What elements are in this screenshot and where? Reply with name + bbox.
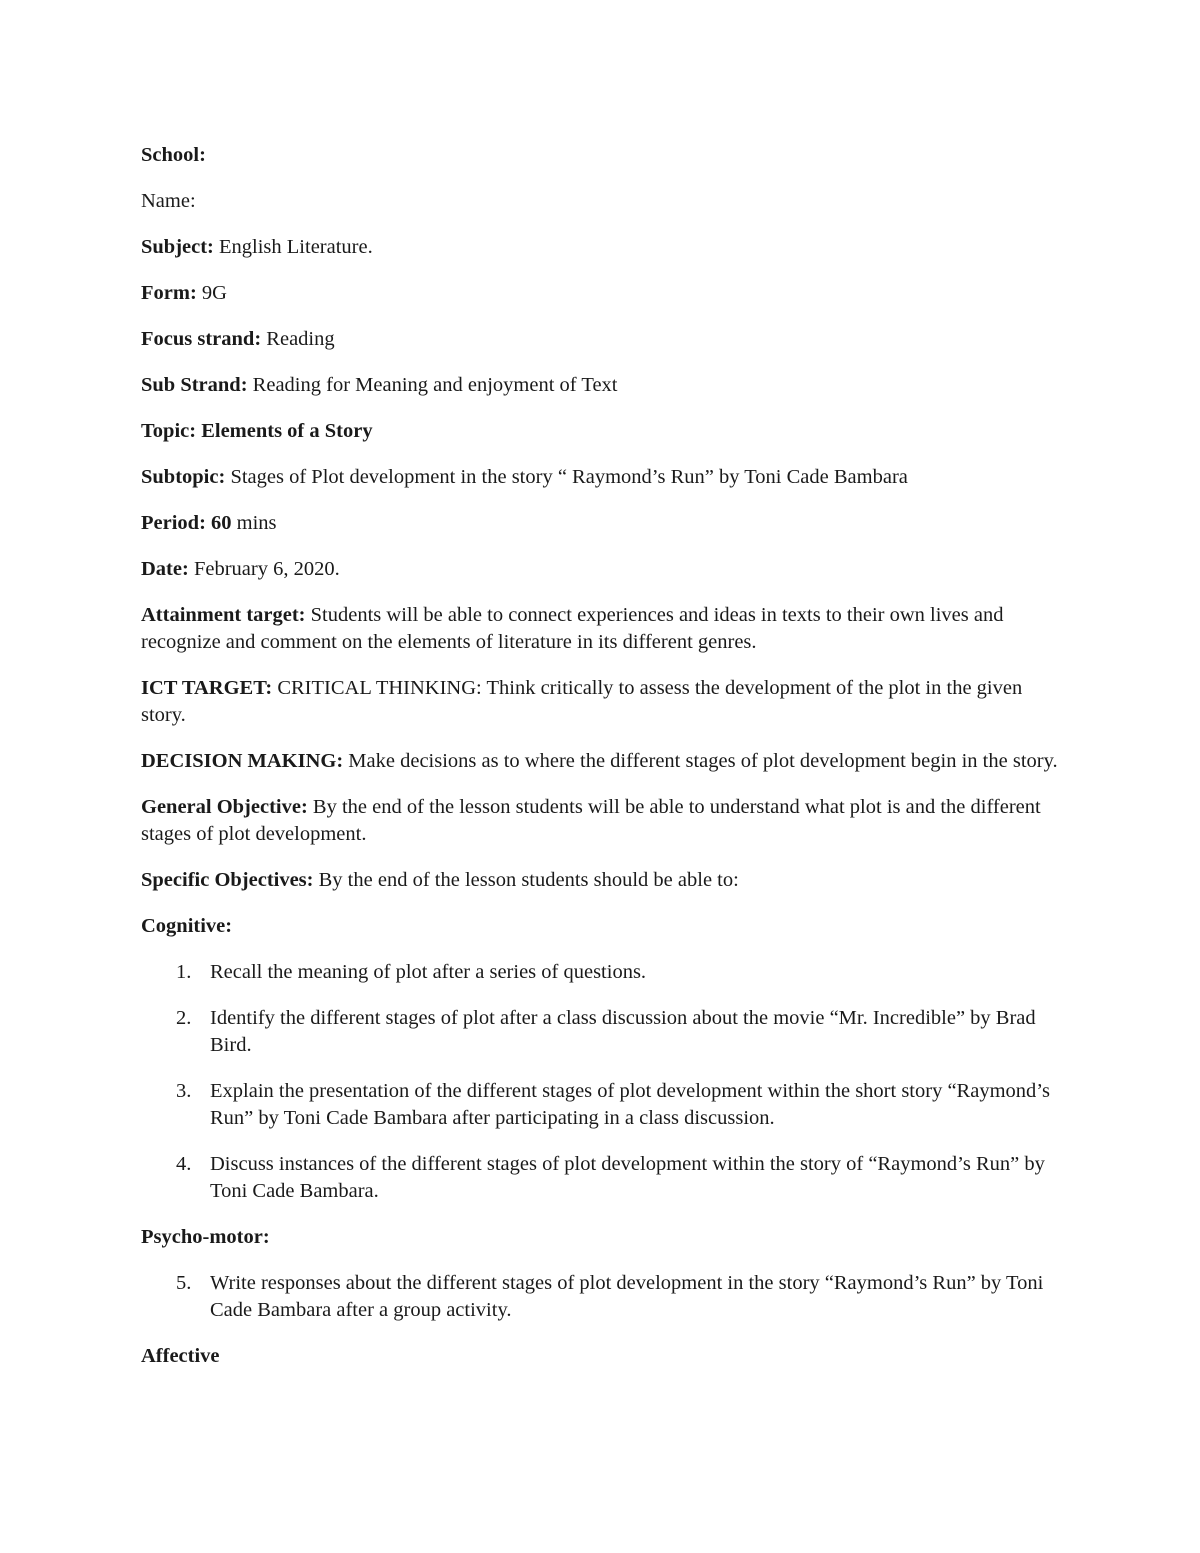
date-label: Date:	[141, 558, 189, 580]
attainment-target-paragraph	[141, 602, 1061, 656]
list-item-text: Recall the meaning of plot after a series of questions.	[210, 961, 647, 983]
focus-strand-line	[141, 326, 1061, 353]
specific-objectives-label: Specific Objectives:	[141, 869, 314, 891]
decision-making-text: Make decisions as to where the different stages of plot development begin in the story.	[343, 750, 1058, 772]
form-label: Form:	[141, 282, 197, 304]
cognitive-list	[141, 959, 1061, 1205]
list-item-number: 5.	[176, 1272, 192, 1294]
attainment-target-label: Attainment target:	[141, 604, 306, 626]
specific-objectives-text: By the end of the lesson students should be able to:	[313, 869, 739, 891]
name-line	[141, 188, 1061, 215]
list-item	[141, 1005, 1061, 1059]
affective-heading: Affective	[141, 1345, 220, 1367]
ict-target-paragraph	[141, 675, 1061, 729]
school-label: School:	[141, 144, 206, 166]
subject-label: Subject:	[141, 236, 214, 258]
sub-strand-line	[141, 372, 1061, 399]
period-number: 60	[205, 512, 232, 534]
sub-strand-label: Sub Strand:	[141, 374, 248, 396]
period-label: Period:	[141, 512, 206, 534]
list-item-text: Explain the presentation of the different stages of plot development within the short story “Raymond’s Run” by Toni Cade Bambara after participating in a class discussion.	[210, 1080, 1050, 1129]
list-item-text: Identify the different stages of plot after a class discussion about the movie “Mr. Incredible” by Brad Bird.	[210, 1007, 1036, 1056]
school-line	[141, 142, 1061, 169]
psycho-motor-list	[141, 1270, 1061, 1324]
list-item-number: 4.	[176, 1153, 192, 1175]
cognitive-heading: Cognitive:	[141, 915, 233, 937]
subject-line	[141, 234, 1061, 261]
form-value: 9G	[196, 282, 227, 304]
form-line	[141, 280, 1061, 307]
general-objective-text: By the end of the lesson students will be able to understand what plot is and the different stages of plot development.	[141, 796, 1041, 845]
period-line	[141, 510, 1061, 537]
general-objective-label: General Objective:	[141, 796, 308, 818]
list-item	[141, 1151, 1061, 1205]
psycho-motor-heading: Psycho-motor:	[141, 1226, 270, 1248]
list-item-number: 1.	[176, 961, 192, 983]
list-item-text: Discuss instances of the different stages of plot development within the story of “Raymond’s Run” by Toni Cade Bambara.	[210, 1153, 1045, 1202]
subtopic-label: Subtopic:	[141, 466, 226, 488]
date-line	[141, 556, 1061, 583]
period-unit: mins	[231, 512, 277, 534]
decision-making-paragraph	[141, 748, 1061, 775]
topic-line	[141, 418, 1061, 445]
list-item-number: 3.	[176, 1080, 192, 1102]
ict-target-label: ICT TARGET:	[141, 677, 273, 699]
attainment-target-text: Students will be able to connect experiences and ideas in texts to their own lives and recognize and comment on the elements of literature in its different genres.	[141, 604, 1004, 653]
subtopic-line	[141, 464, 1061, 491]
topic-label: Topic:	[141, 420, 197, 442]
subject-value: English Literature.	[213, 236, 373, 258]
list-item-number: 2.	[176, 1007, 192, 1029]
lesson-plan-page	[141, 142, 1061, 1389]
topic-value: Elements of a Story	[196, 420, 373, 442]
name-label: Name:	[141, 190, 196, 212]
specific-objectives-paragraph	[141, 867, 1061, 894]
subtopic-value: Stages of Plot development in the story “ Raymond’s Run” by Toni Cade Bambara	[225, 466, 908, 488]
list-item	[141, 1270, 1061, 1324]
date-value: February 6, 2020.	[188, 558, 340, 580]
list-item	[141, 1078, 1061, 1132]
list-item	[141, 959, 1061, 986]
sub-strand-value: Reading for Meaning and enjoyment of Text	[247, 374, 618, 396]
list-item-text: Write responses about the different stages of plot development in the story “Raymond’s Run” by Toni Cade Bambara after a group activity.	[210, 1272, 1044, 1321]
decision-making-label: DECISION MAKING:	[141, 750, 344, 772]
focus-strand-label: Focus strand:	[141, 328, 262, 350]
focus-strand-value: Reading	[261, 328, 335, 350]
ict-target-text: CRITICAL THINKING: Think critically to assess the development of the plot in the given story.	[141, 677, 1023, 726]
general-objective-paragraph	[141, 794, 1061, 848]
